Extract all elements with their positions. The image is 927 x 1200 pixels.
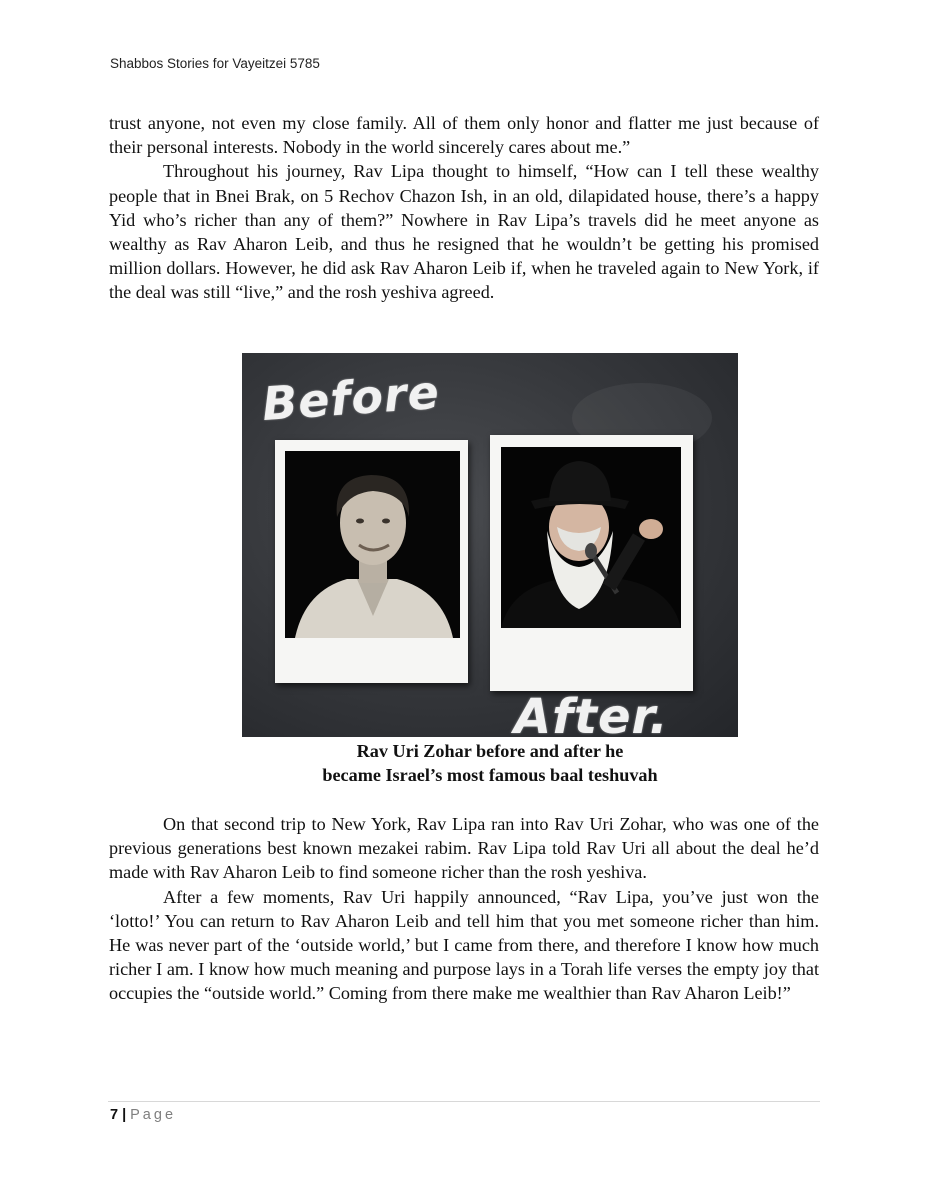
chalk-after-label: After. [514,689,669,737]
page-number: 7 [110,1107,119,1123]
portrait-rabbi [501,447,681,628]
page-label: Page [130,1107,177,1123]
body-text-bottom [109,812,819,1006]
polaroid-before [275,440,468,683]
chalk-before-label: Before [260,364,442,432]
paragraph-second-trip: On that second trip to New York, Rav Lipa ran into Rav Uri Zohar, who was one of the previous generations best known mezakei rabim. Rav Lipa told Rav Uri all about the deal he’d made with Rav Aharon Leib to find someone richer than the rosh yeshiva. [109,814,819,883]
portrait-young-man [285,451,460,638]
body-text-top [109,111,819,305]
footer-separator: | [122,1107,127,1123]
page-header-title: Shabbos Stories for Vayeitzei 5785 [110,56,320,71]
page-footer [110,1107,176,1123]
before-after-image [242,353,738,737]
polaroid-after [490,435,693,691]
photo-after [501,447,681,628]
caption-line-2: became Israel’s most famous baal teshuvah [322,765,658,786]
figure-caption [242,739,738,787]
caption-line-1: Rav Uri Zohar before and after he [356,741,624,761]
paragraph-continuation: trust anyone, not even my close family. All of them only honor and flatter me just because of their personal interests. Nobody in the world sincerely cares about me.” [109,113,819,158]
footer-divider [108,1101,820,1102]
paragraph-lotto: After a few moments, Rav Uri happily announced, “Rav Lipa, you’ve just won the ‘lotto!’ You can return to Rav Aharon Leib and tell him that you met someone richer than him. He was never part of the ‘outside world,’ but I came from there, and therefore I know how much richer I am. I know how much meaning and purpose lays in a Torah life verses the empty joy that occupies the “outside world.” Coming from there make me wealthier than Rav Aharon Leib!” [109,886,819,1004]
paragraph-journey: Throughout his journey, Rav Lipa thought to himself, “How can I tell these wealthy people that in Bnei Brak, on 5 Rechov Chazon Ish, in an old, dilapidated house, there’s a happy Yid who’s richer than any of them?” Nowhere in Rav Lipa’s travels did he meet anyone as wealthy as Rav Aharon Leib, and thus he resigned that he wouldn’t be getting his promised million dollars. However, he did ask Rav Aharon Leib if, when he traveled again to New York, if the deal was still “live,” and the rosh yeshiva agreed. [109,161,819,303]
photo-before [285,451,460,638]
